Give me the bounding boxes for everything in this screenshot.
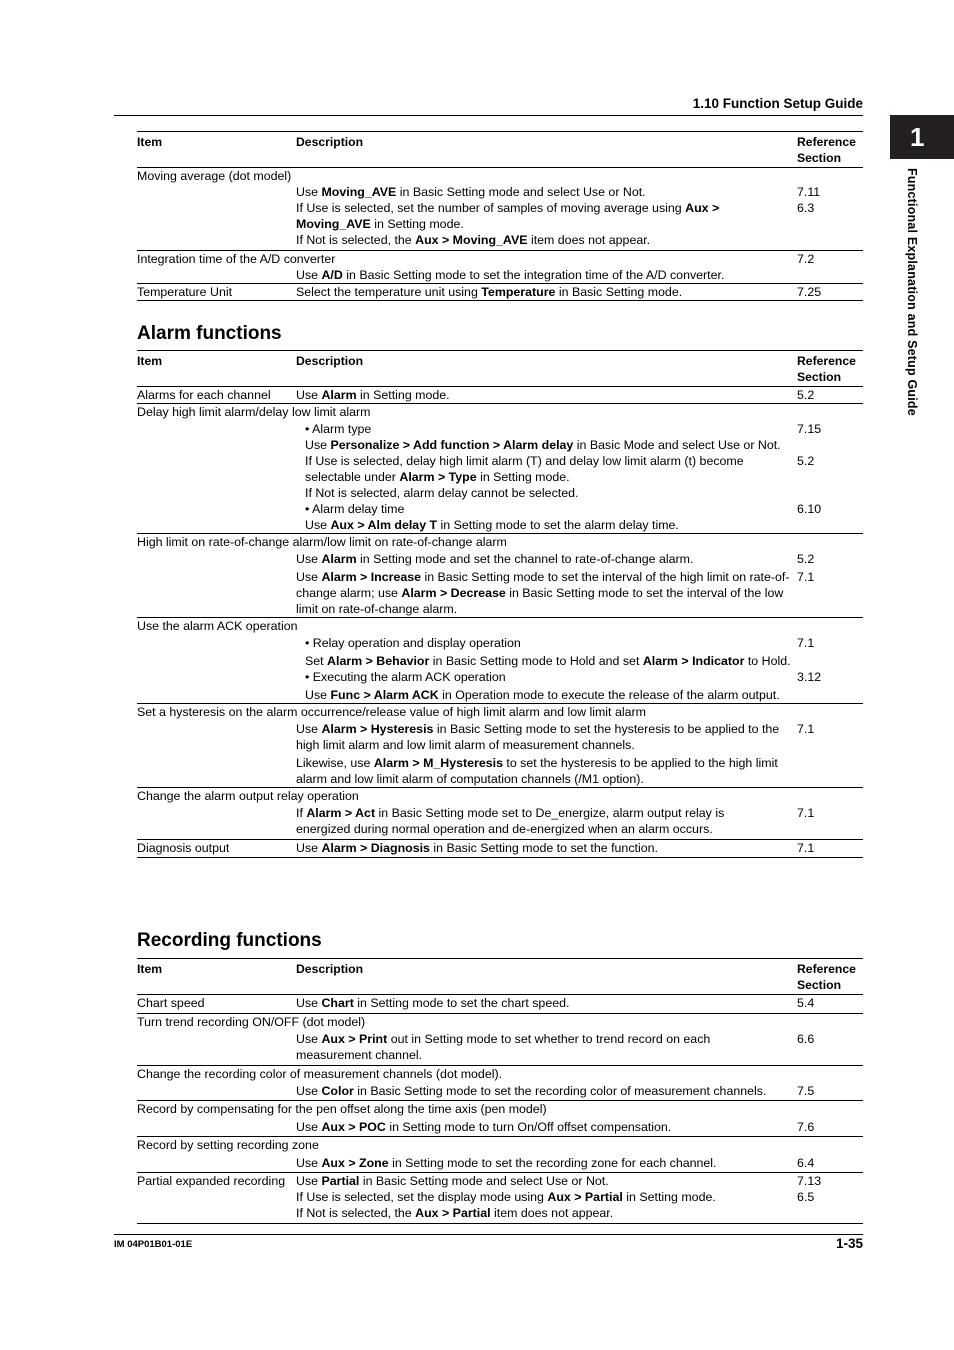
table-row: • Alarm type 7.15 <box>305 422 822 436</box>
table-row: Set Alarm > Behavior in Basic Setting mode to Hold and set Alarm > Indicator to Hold. <box>305 654 791 668</box>
table-row: If Not is selected, the Aux > Moving_AVE item does not appear. <box>296 233 651 247</box>
recording-functions-heading: Recording functions <box>137 930 322 951</box>
table-row: If Alarm > Act in Basic Setting mode set to De_energize, alarm output relay is energized during normal operation and de-energized when an alarm occurs. 7.1 <box>296 806 815 836</box>
table-row: • Alarm delay time 6.10 <box>305 502 822 516</box>
table-row: Use Alarm > Hysteresis in Basic Setting mode to set the hysteresis to be applied to the high limit alarm and low limit alarm of measurement channels. 7.1 <box>296 722 815 752</box>
table-row: Record by setting recording zone <box>137 1137 863 1156</box>
general-functions-table <box>137 131 863 301</box>
table-row: Use Moving_AVE in Basic Setting mode and select Use or Not. 7.11 <box>296 185 821 199</box>
table-row: Use Alarm > Increase in Basic Setting mode to set the interval of the high limit on rate-of-change alarm; use Alarm > Decrease in Basic Setting mode to set the interval of the low limit on rate-of-change alarm. 7.1 <box>296 570 815 616</box>
table-row: • Relay operation and display operation 7.1 <box>305 636 815 650</box>
table-row: Use the alarm ACK operation <box>137 618 863 636</box>
table-row: Change the alarm output relay operation <box>137 788 863 806</box>
table-row: Use Aux > Print out in Setting mode to set whether to trend record on each measurement channel. 6.6 <box>296 1032 815 1062</box>
table-row: If Not is selected, the Aux > Partial item does not appear. <box>296 1206 614 1220</box>
table-row: Use Personalize > Add function > Alarm delay in Basic Mode and select Use or Not. <box>305 438 781 452</box>
table-row: Delay high limit alarm/delay low limit alarm <box>137 404 863 422</box>
recording-functions-table <box>137 958 863 1224</box>
table-row: High limit on rate-of-change alarm/low limit on rate-of-change alarm <box>137 534 863 552</box>
table-row: Use Color in Basic Setting mode to set the recording color of measurement channels. 7.5 <box>296 1084 815 1098</box>
table-row: Diagnosis output Use Alarm > Diagnosis in Basic Setting mode to set the function. 7.1 <box>137 840 863 858</box>
table-row: Use A/D in Basic Setting mode to set the integration time of the A/D converter. <box>296 268 725 282</box>
table-row: Temperature Unit Select the temperature unit using Temperature in Basic Setting mode. 7.25 <box>137 284 863 301</box>
table-row: Likewise, use Alarm > M_Hysteresis to set the hysteresis to be applied to the high limit alarm and low limit alarm of computation channels (/M1 option). <box>296 756 778 786</box>
table-row: Use Aux > POC in Setting mode to turn On/Off offset compensation. 7.6 <box>296 1120 815 1134</box>
table-row: Chart speed Use Chart in Setting mode to set the chart speed. 5.4 <box>137 995 863 1014</box>
table-row: Moving average (dot model) <box>137 168 863 185</box>
table-row: Change the recording color of measurement channels (dot model). <box>137 1066 863 1084</box>
table-row: Set a hysteresis on the alarm occurrence/release value of high limit alarm and low limit alarm <box>137 704 863 722</box>
table-row: Integration time of the A/D converter 7.2 <box>137 251 863 268</box>
table-header-row: Item Description Reference Section <box>137 959 863 995</box>
table-header-row: Item Description Reference Section <box>137 132 863 168</box>
chapter-side-label: Functional Explanation and Setup Guide <box>905 168 919 416</box>
alarm-functions-heading: Alarm functions <box>137 323 282 344</box>
running-header-title: 1.10 Function Setup Guide <box>692 96 863 111</box>
table-row: Partial expanded recording Use Partial in Basic Setting mode and select Use or Not. 7.13 <box>137 1173 863 1190</box>
document-id: IM 04P01B01-01E <box>114 1239 193 1250</box>
header-rule <box>114 115 863 116</box>
table-row: If Use is selected, delay high limit alarm (T) and delay low limit alarm (t) become selectable under Alarm > Type in Setting mode. 5.2 <box>305 454 815 484</box>
table-row: Turn trend recording ON/OFF (dot model) <box>137 1014 863 1032</box>
table-row: If Use is selected, set the number of samples of moving average using Aux > Moving_AVE in Setting mode. 6.3 <box>296 201 815 231</box>
footer-rule <box>114 1234 863 1235</box>
table-row: Use Func > Alarm ACK in Operation mode to execute the release of the alarm output. <box>305 688 780 702</box>
alarm-functions-table <box>137 350 863 858</box>
table-row: Use Alarm in Setting mode and set the channel to rate-of-change alarm. 5.2 <box>296 552 815 566</box>
table-row: If Use is selected, set the display mode using Aux > Partial in Setting mode. 6.5 <box>296 1190 815 1204</box>
table-header-row: Item Description Reference Section <box>137 351 863 387</box>
table-row: Alarms for each channel Use Alarm in Setting mode. 5.2 <box>137 387 863 404</box>
table-row: Use Aux > Alm delay T in Setting mode to set the alarm delay time. <box>305 518 679 532</box>
table-row: • Executing the alarm ACK operation 3.12 <box>305 670 822 684</box>
table-row: If Not is selected, alarm delay cannot be selected. <box>305 486 579 500</box>
chapter-tab: 1 <box>890 115 954 159</box>
page-number: 1-35 <box>835 1236 863 1251</box>
table-row: Record by compensating for the pen offset along the time axis (pen model) <box>137 1101 863 1120</box>
table-row: Use Aux > Zone in Setting mode to set the recording zone for each channel. 6.4 <box>296 1156 815 1170</box>
